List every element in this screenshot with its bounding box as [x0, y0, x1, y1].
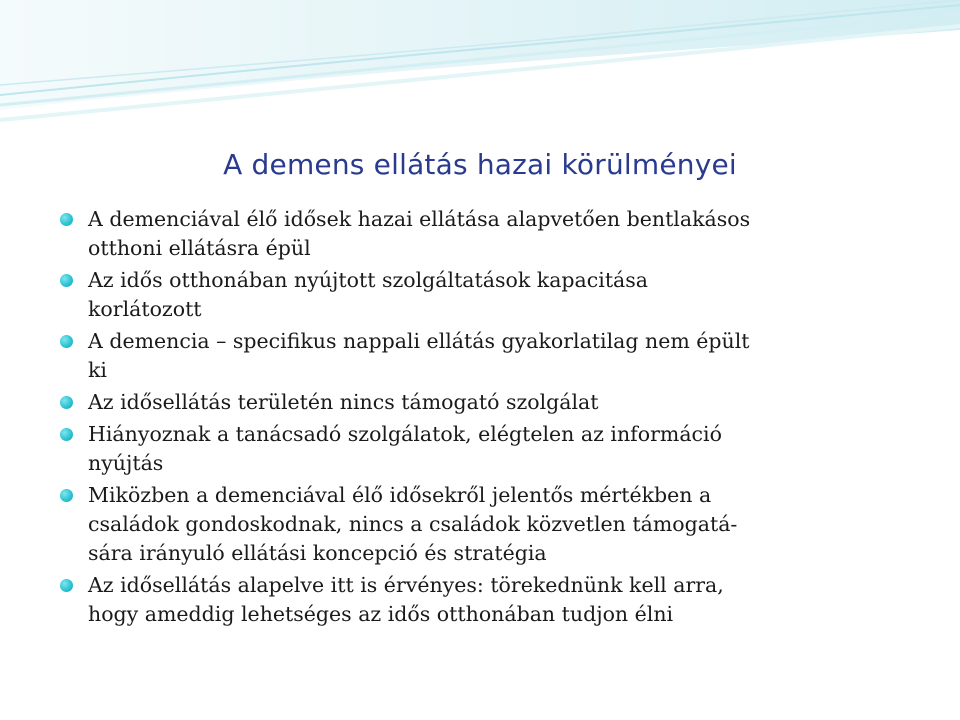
bullet-list [58, 205, 918, 632]
bullet-text-line: korlátozott [88, 297, 202, 321]
bullet-item [58, 205, 918, 263]
bullet-dot-icon [60, 579, 73, 592]
bullet-item [58, 481, 918, 568]
bullet-text-line: otthoni ellátásra épül [88, 236, 311, 260]
bullet-text-line: Az idősellátás alapelve itt is érvényes: törekednünk kell arra, [88, 573, 724, 597]
bullet-text-line: sára irányuló ellátási koncepció és stratégia [88, 541, 547, 565]
bullet-dot-icon [60, 335, 73, 348]
bullet-item [58, 388, 918, 417]
bullet-text-line: A demencia – specifikus nappali ellátás gyakorlatilag nem épült [88, 329, 750, 353]
bullet-text-line: nyújtás [88, 451, 164, 475]
bullet-item [58, 571, 918, 629]
bullet-text-line: Az idős otthonában nyújtott szolgáltatások kapacitása [88, 268, 649, 292]
bullet-dot-icon [60, 396, 73, 409]
bullet-text-line: ki [88, 358, 107, 382]
bullet-dot-icon [60, 213, 73, 226]
bullet-text-line: Hiányoznak a tanácsadó szolgálatok, elégtelen az információ [88, 422, 722, 446]
bullet-dot-icon [60, 489, 73, 502]
bullet-text-line: A demenciával élő idősek hazai ellátása alapvetően bentlakásos [88, 207, 751, 231]
bullet-text-line: Miközben a demenciával élő idősekről jelentős mértékben a [88, 483, 712, 507]
bullet-item [58, 266, 918, 324]
bullet-item [58, 327, 918, 385]
bullet-dot-icon [60, 274, 73, 287]
decorative-wave-header [0, 0, 960, 150]
bullet-text-line: családok gondoskodnak, nincs a családok közvetlen támogatá- [88, 512, 738, 536]
bullet-dot-icon [60, 428, 73, 441]
bullet-text-line: hogy ameddig lehetséges az idős otthonában tudjon élni [88, 602, 674, 626]
bullet-item [58, 420, 918, 478]
bullet-text-line: Az idősellátás területén nincs támogató szolgálat [88, 390, 599, 414]
slide-title: A demens ellátás hazai körülményei [223, 148, 737, 181]
